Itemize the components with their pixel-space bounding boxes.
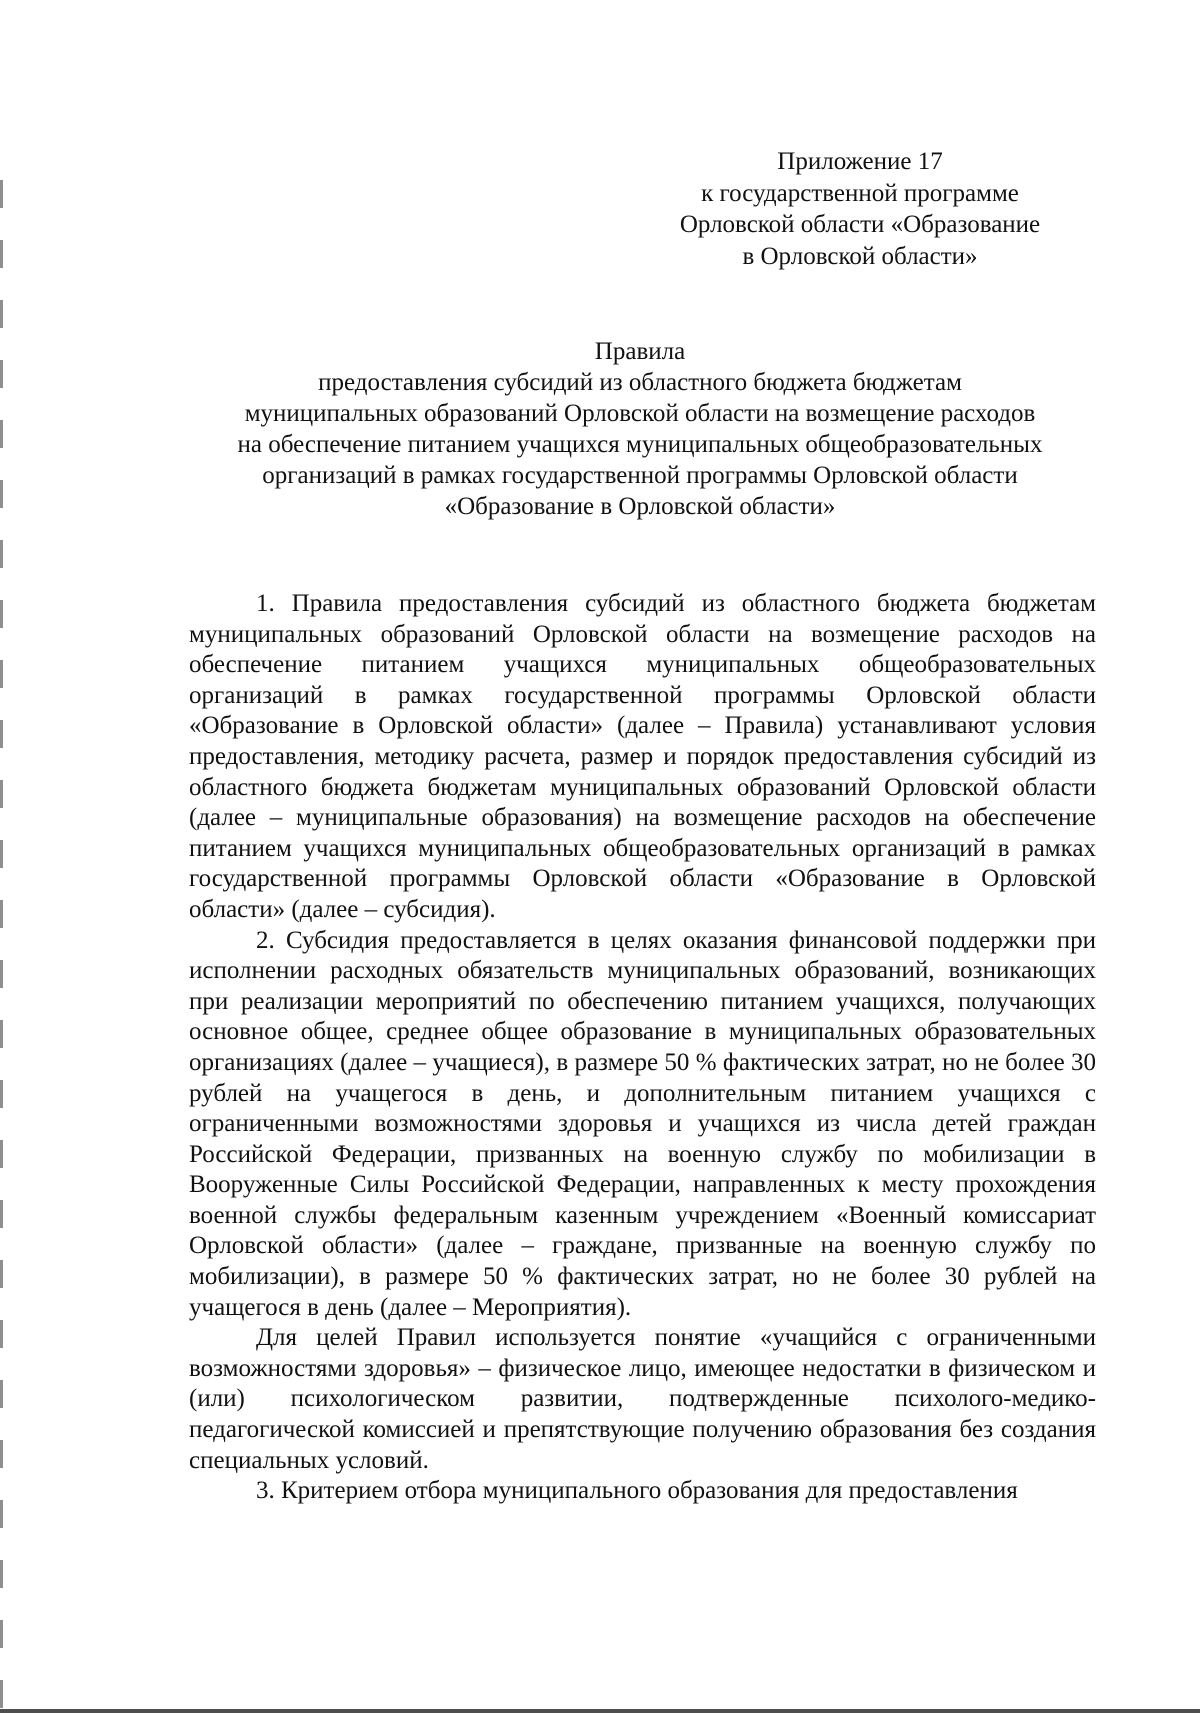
title-line: «Образование в Орловской области» bbox=[444, 493, 836, 520]
title-heading: Правила bbox=[594, 338, 686, 365]
document-title bbox=[130, 336, 1150, 522]
appendix-header bbox=[600, 146, 1120, 272]
title-line: предоставления субсидий из областного бюджета бюджетам bbox=[318, 369, 962, 396]
appendix-reference-line: Орловской области «Образование bbox=[679, 211, 1041, 238]
paragraph-1: 1. Правила предоставления субсидий из областного бюджета бюджетам муниципальных образований Орловской области на возмещение расходов на обеспечение питанием учащихся муниципальных общеобразовательных организаций в рамках государственной программы Орловской области «Образование в Орловской области» (далее – Правила) устанавливают условия предоставления, методику расчета, размер и порядок предоставления субсидий из областного бюджета бюджетам муниципальных образований Орловской области (далее – муниципальные образования) на возмещение расходов на обеспечение питанием учащихся муниципальных общеобразовательных организаций в рамках государственной программы Орловской области «Образование в Орловской области» (далее – субсидия). bbox=[189, 590, 1096, 923]
title-line: на обеспечение питанием учащихся муниципальных общеобразовательных bbox=[237, 431, 1043, 458]
document-body bbox=[189, 589, 1096, 1507]
scan-edge-artifact bbox=[0, 180, 3, 1710]
title-line: муниципальных образований Орловской области на возмещение расходов bbox=[244, 400, 1036, 427]
appendix-number: Приложение 17 bbox=[777, 148, 943, 175]
scan-bottom-edge-artifact bbox=[0, 1709, 1200, 1713]
title-line: организаций в рамках государственной программы Орловской области bbox=[262, 462, 1018, 489]
paragraph-2: 2. Субсидия предоставляется в целях оказания финансовой поддержки при исполнении расходных обязательств муниципальных образований, возникающих при реализации мероприятий по обеспечению питанием учащихся, получающих основное общее, среднее общее образование в муниципальных образовательных организациях (далее – учащиеся), в размере 50 % фактических затрат, но не более 30 рублей на учащегося в день, и дополнительным питанием учащихся с ограниченными возможностями здоровья и учащихся из числа детей граждан Российской Федерации, призванных на военную службу по мобилизации в Вооруженные Силы Российской Федерации, направленных к месту прохождения военной службы федеральным казенным учреждением «Военный комиссариат Орловской области» (далее – граждане, призванные на военную службу по мобилизации), в размере 50 % фактических затрат, но не более 30 рублей на учащегося в день (далее – Мероприятия). bbox=[189, 926, 1096, 1321]
appendix-reference-line: к государственной программе bbox=[701, 179, 1019, 207]
paragraph-3: 3. Критерием отбора муниципального образования для предоставления bbox=[256, 1477, 1018, 1505]
appendix-reference-line: в Орловской области» bbox=[742, 242, 978, 270]
paragraph-definition: Для целей Правил используется понятие «учащийся с ограниченными возможностями здоровья» – физическое лицо, имеющее недостатки в физическом и (или) психологическом развитии, подтвержденные психолого-медико-педагогической комиссией и препятствующие получению образования без создания специальных условий. bbox=[189, 1324, 1096, 1474]
